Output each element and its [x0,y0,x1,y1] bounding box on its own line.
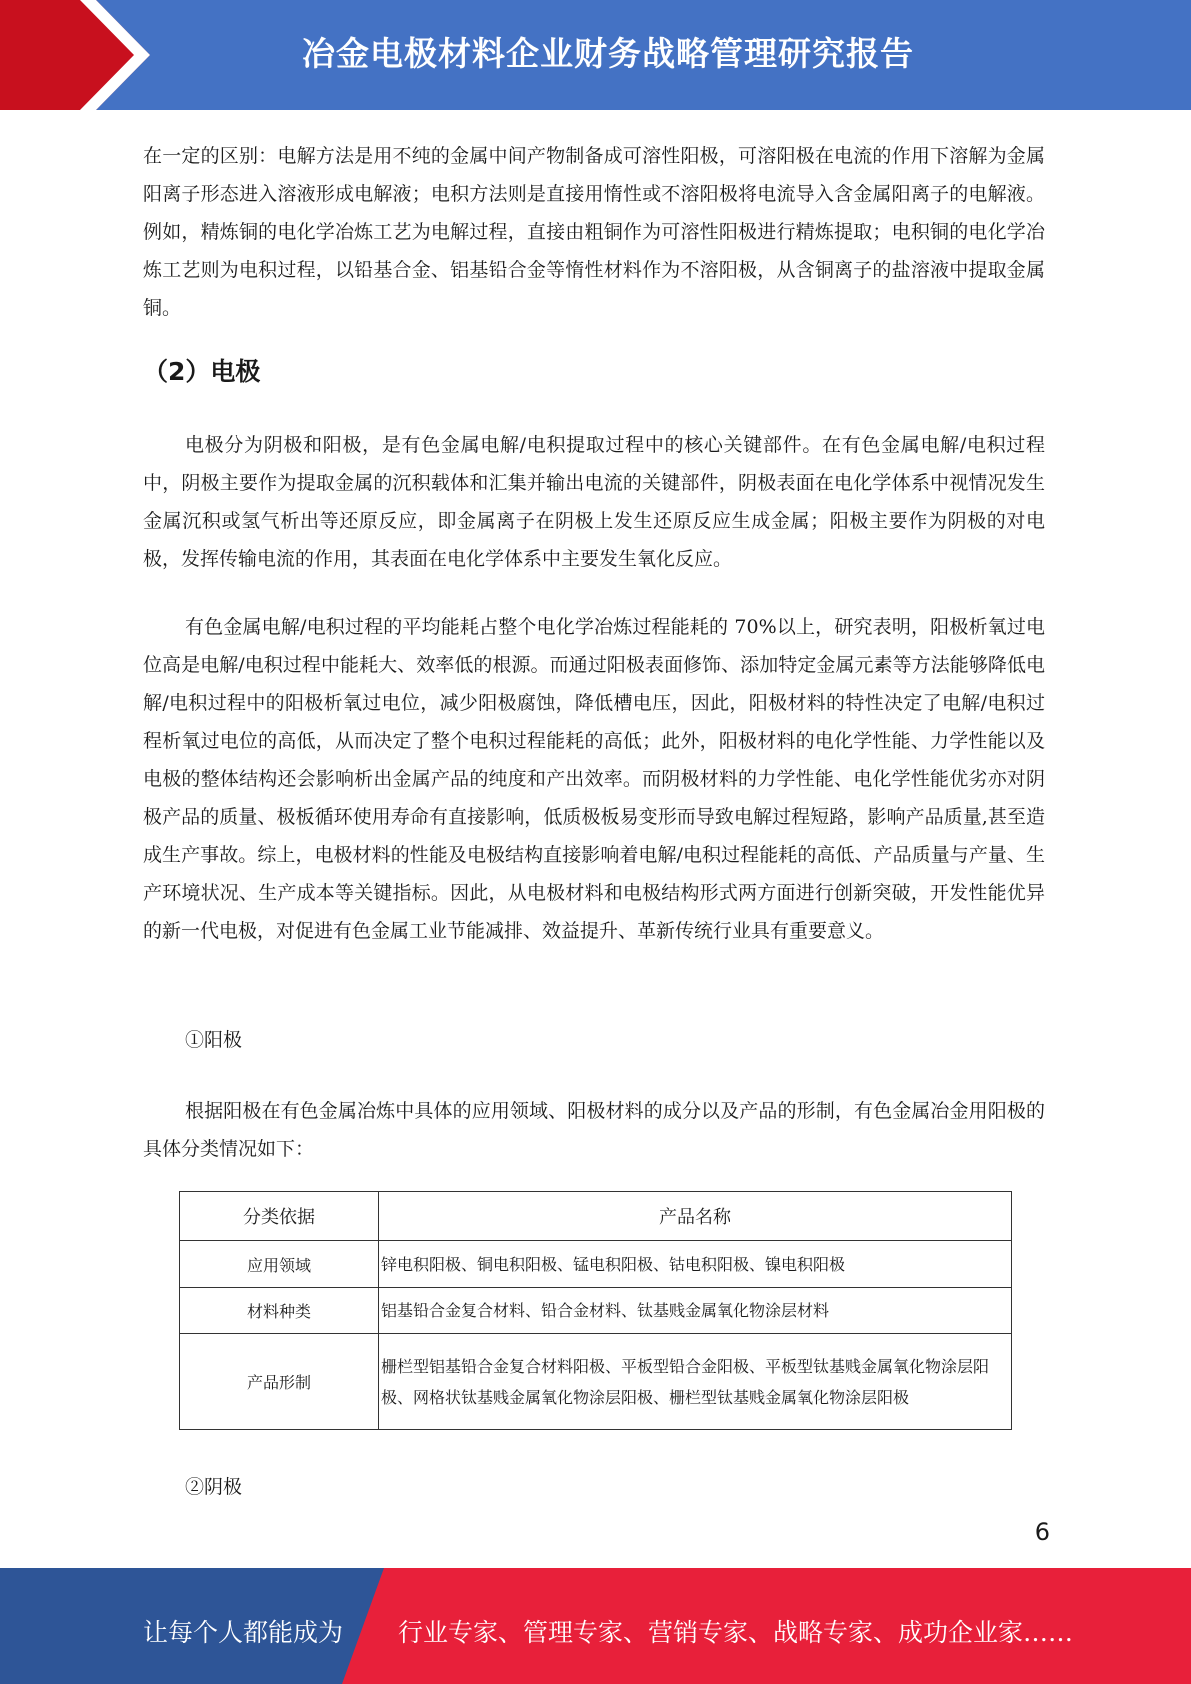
table-cell-products: 铝基铅合金复合材料、铅合金材料、钛基贱金属氧化物涂层材料 [379,1288,1012,1334]
paragraph-electrode-overview [143,426,1045,578]
section-heading: （2）电极 [143,357,261,386]
subhead-anode: ①阳极 [185,1029,243,1051]
table-cell-category: 产品形制 [180,1334,379,1430]
page-number: 6 [1034,1518,1050,1546]
footer-slogan-right: 行业专家、管理专家、营销专家、战略专家、成功企业家…… [398,1618,1074,1647]
table-cell-category: 材料种类 [180,1288,379,1334]
table-cell-products: 锌电积阳极、铜电积阳极、锰电积阳极、钴电积阳极、镍电积阳极 [379,1241,1012,1288]
paragraph-text: 在一定的区别：电解方法是用不纯的金属中间产物制备成可溶性阳极，可溶阳极在电流的作用下溶解为金属阳离子形态进入溶液形成电解液；电积方法则是直接用惰性或不溶阳极将电流导入含金属阳离子的电解液。例如，精炼铜的电化学冶炼工艺为电解过程，直接由粗铜作为可溶性阳极进行精炼提取；电积铜的电化学冶炼工艺则为电积过程，以铅基合金、铝基铅合金等惰性材料作为不溶阳极，从含铜离子的盐溶液中提取金属铜。 [143,145,1045,319]
table-cell-products: 栅栏型铝基铅合金复合材料阳极、平板型铅合金阳极、平板型钛基贱金属氧化物涂层阳极、网格状钛基贱金属氧化物涂层阳极、栅栏型钛基贱金属氧化物涂层阳极 [379,1334,1012,1430]
paragraph-anode-classification [143,1092,1045,1168]
footer-slogan-left: 让每个人都能成为 [143,1618,344,1647]
table-header-row [180,1192,1012,1241]
table-row [180,1241,1012,1288]
subhead-cathode: ②阴极 [185,1476,243,1498]
table-header-products: 产品名称 [379,1192,1012,1241]
paragraph-intro [143,137,1045,327]
table-header-category: 分类依据 [180,1192,379,1241]
table-cell-category: 应用领域 [180,1241,379,1288]
paragraph-text: 有色金属电解/电积过程的平均能耗占整个电化学冶炼过程能耗的 70%以上，研究表明，阳极析氧过电位高是电解/电积过程中能耗大、效率低的根源。而通过阳极表面修饰、添加特定金属元素等方法能够降低电解/电积过程中的阳极析氧过电位，减少阳极腐蚀，降低槽电压，因此，阳极材料的特性决定了电解/电积过程析氧过电位的高低，从而决定了整个电积过程能耗的高低；此外，阳极材料的电化学性能、力学性能以及电极的整体结构还会影响析出金属产品的纯度和产出效率。而阴极材料的力学性能、电化学性能优劣亦对阴极产品的质量、极板循环使用寿命有直接影响，低质极板易变形而导致电解过程短路，影响产品质量,甚至造成生产事故。综上，电极材料的性能及电极结构直接影响着电解/电积过程能耗的高低、产品质量与产量、生产环境状况、生产成本等关键指标。因此，从电极材料和电极结构形式两方面进行创新突破，开发性能优异的新一代电极，对促进有色金属工业节能减排、效益提升、革新传统行业具有重要意义。 [143,616,1045,942]
paragraph-text: 电极分为阴极和阳极，是有色金属电解/电积提取过程中的核心关键部件。在有色金属电解/电积过程中，阴极主要作为提取金属的沉积载体和汇集并输出电流的关键部件，阴极表面在电化学体系中视情况发生金属沉积或氢气析出等还原反应，即金属离子在阴极上发生还原反应生成金属；阳极主要作为阴极的对电极，发挥传输电流的作用，其表面在电化学体系中主要发生氧化反应。 [143,434,1045,570]
page-footer [0,1568,1191,1684]
table-row [180,1334,1012,1430]
paragraph-text: 根据阳极在有色金属冶炼中具体的应用领域、阳极材料的成分以及产品的形制，有色金属冶金用阳极的具体分类情况如下： [143,1100,1045,1160]
anode-classification-table [179,1191,1012,1430]
report-title: 冶金电极材料企业财务战略管理研究报告 [302,34,914,73]
paragraph-energy-consumption [143,608,1045,950]
page-header [0,0,1191,110]
table-row [180,1288,1012,1334]
